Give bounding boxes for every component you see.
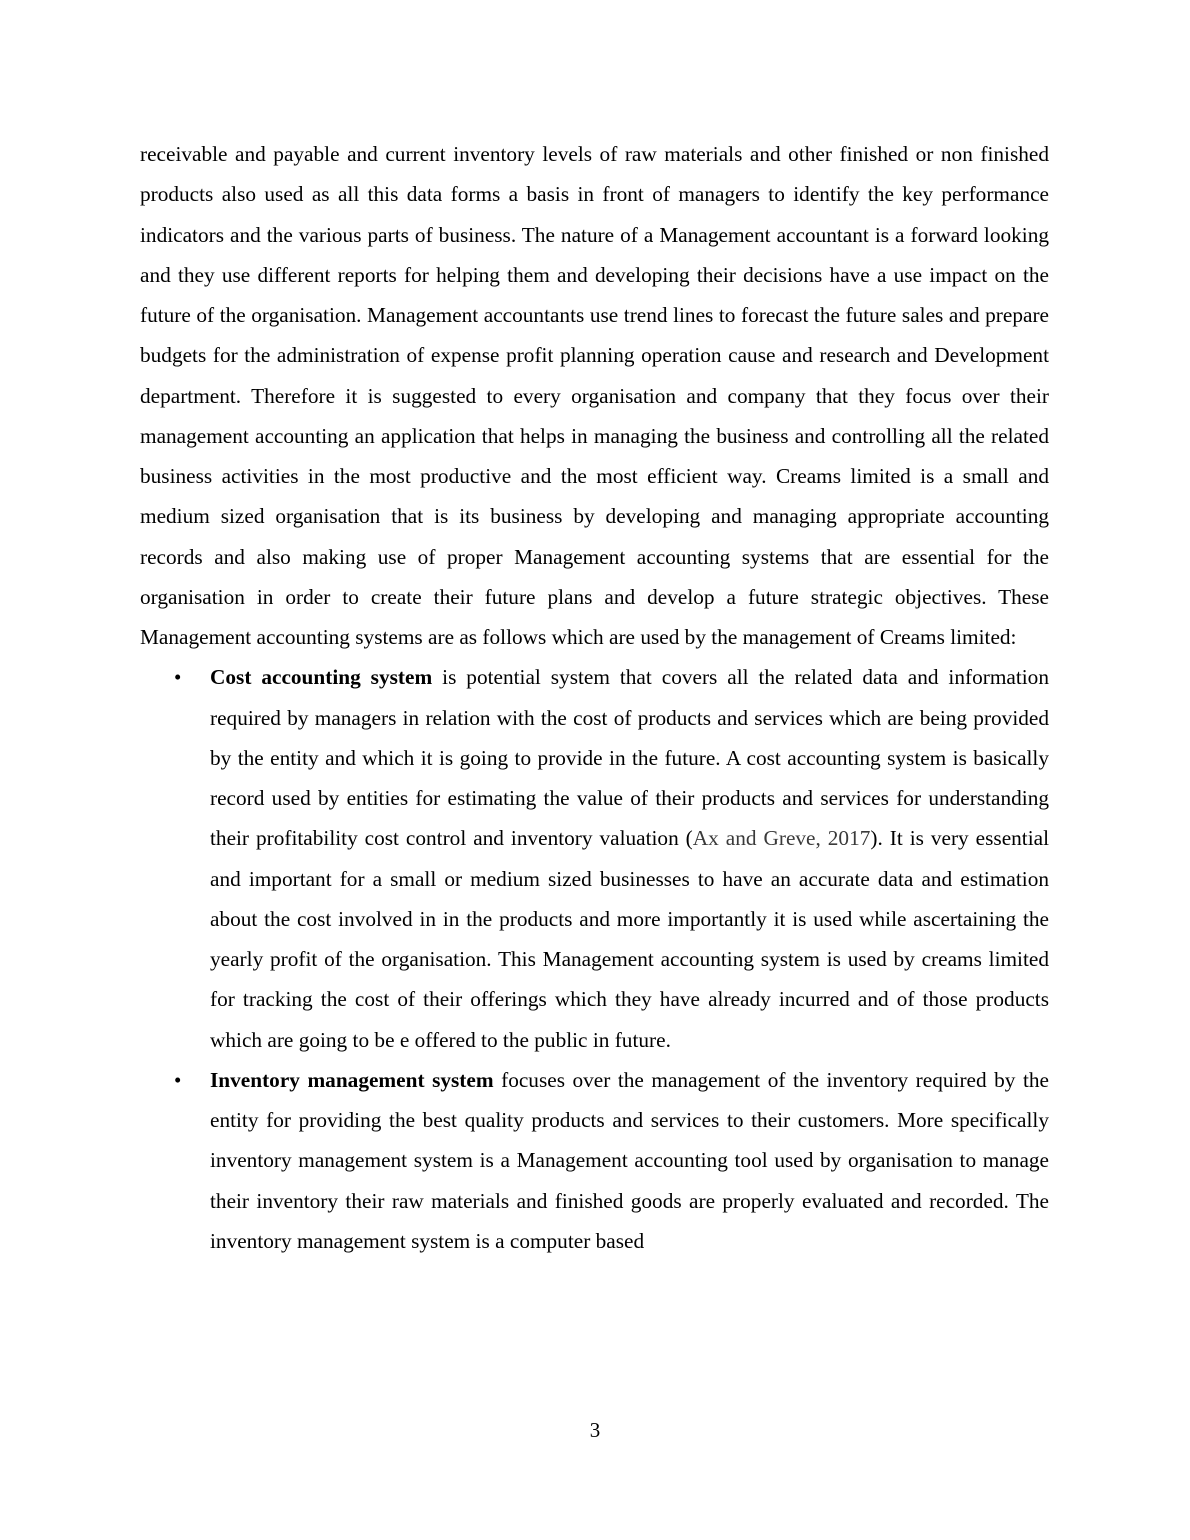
bullet-icon: • bbox=[174, 1067, 182, 1092]
bullet-icon: • bbox=[174, 665, 182, 690]
list-item-inventory-management-system bbox=[140, 1060, 1049, 1261]
body-text bbox=[140, 134, 1049, 1261]
bullet-text-continued: ). It is very essential and important for a small or medium sized businesses to have an accurate data and estimation about the cost involved in in the products and more importantly it is used while ascertaining the yearly profit of the organisation. This Management accounting system is used by creams limited for tracking the cost of their offerings which they have already incurred and of those products which are going to be e offered to the public in future. bbox=[210, 826, 1049, 1052]
management-accounting-systems-list bbox=[140, 657, 1049, 1261]
bullet-text: is potential system that covers all the related data and information required by managers in relation with the cost of products and services which are being provided by the entity and which it is going to provide in the future. A cost accounting system is basically record used by entities for estimating the value of their products and services for understanding their profitability cost control and inventory valuation ( bbox=[210, 665, 1049, 851]
bullet-text: focuses over the management of the inventory required by the entity for providing the best quality products and services to their customers. More specifically inventory management system is a Management accounting tool used by organisation to manage their inventory their raw materials and finished goods are properly evaluated and recorded. The inventory management system is a computer based bbox=[210, 1067, 1049, 1253]
intro-paragraph: receivable and payable and current inventory levels of raw materials and other finished or non finished products also used as all this data forms a basis in front of managers to identify the key performance indicators and the various parts of business. The nature of a Management accountant is a forward looking and they use different reports for helping them and developing their decisions have a use impact on the future of the organisation. Management accountants use trend lines to forecast the future sales and prepare budgets for the administration of expense profit planning operation cause and research and Development department. Therefore it is suggested to every organisation and company that they focus over their management accounting an application that helps in managing the business and controlling all the related business activities in the most productive and the most efficient way. Creams limited is a small and medium sized organisation that is its business by developing and managing appropriate accounting records and also making use of proper Management accounting systems that are essential for the organisation in order to create their future plans and develop a future strategic objectives. These Management accounting systems are as follows which are used by the management of Creams limited: bbox=[140, 142, 1049, 649]
page-number: 3 bbox=[589, 1418, 601, 1442]
bullet-term: Inventory management system bbox=[210, 1067, 494, 1092]
citation-link[interactable]: Ax and Greve, 2017 bbox=[692, 826, 871, 851]
bullet-term: Cost accounting system bbox=[210, 665, 433, 690]
list-item-cost-accounting-system bbox=[140, 657, 1049, 1060]
